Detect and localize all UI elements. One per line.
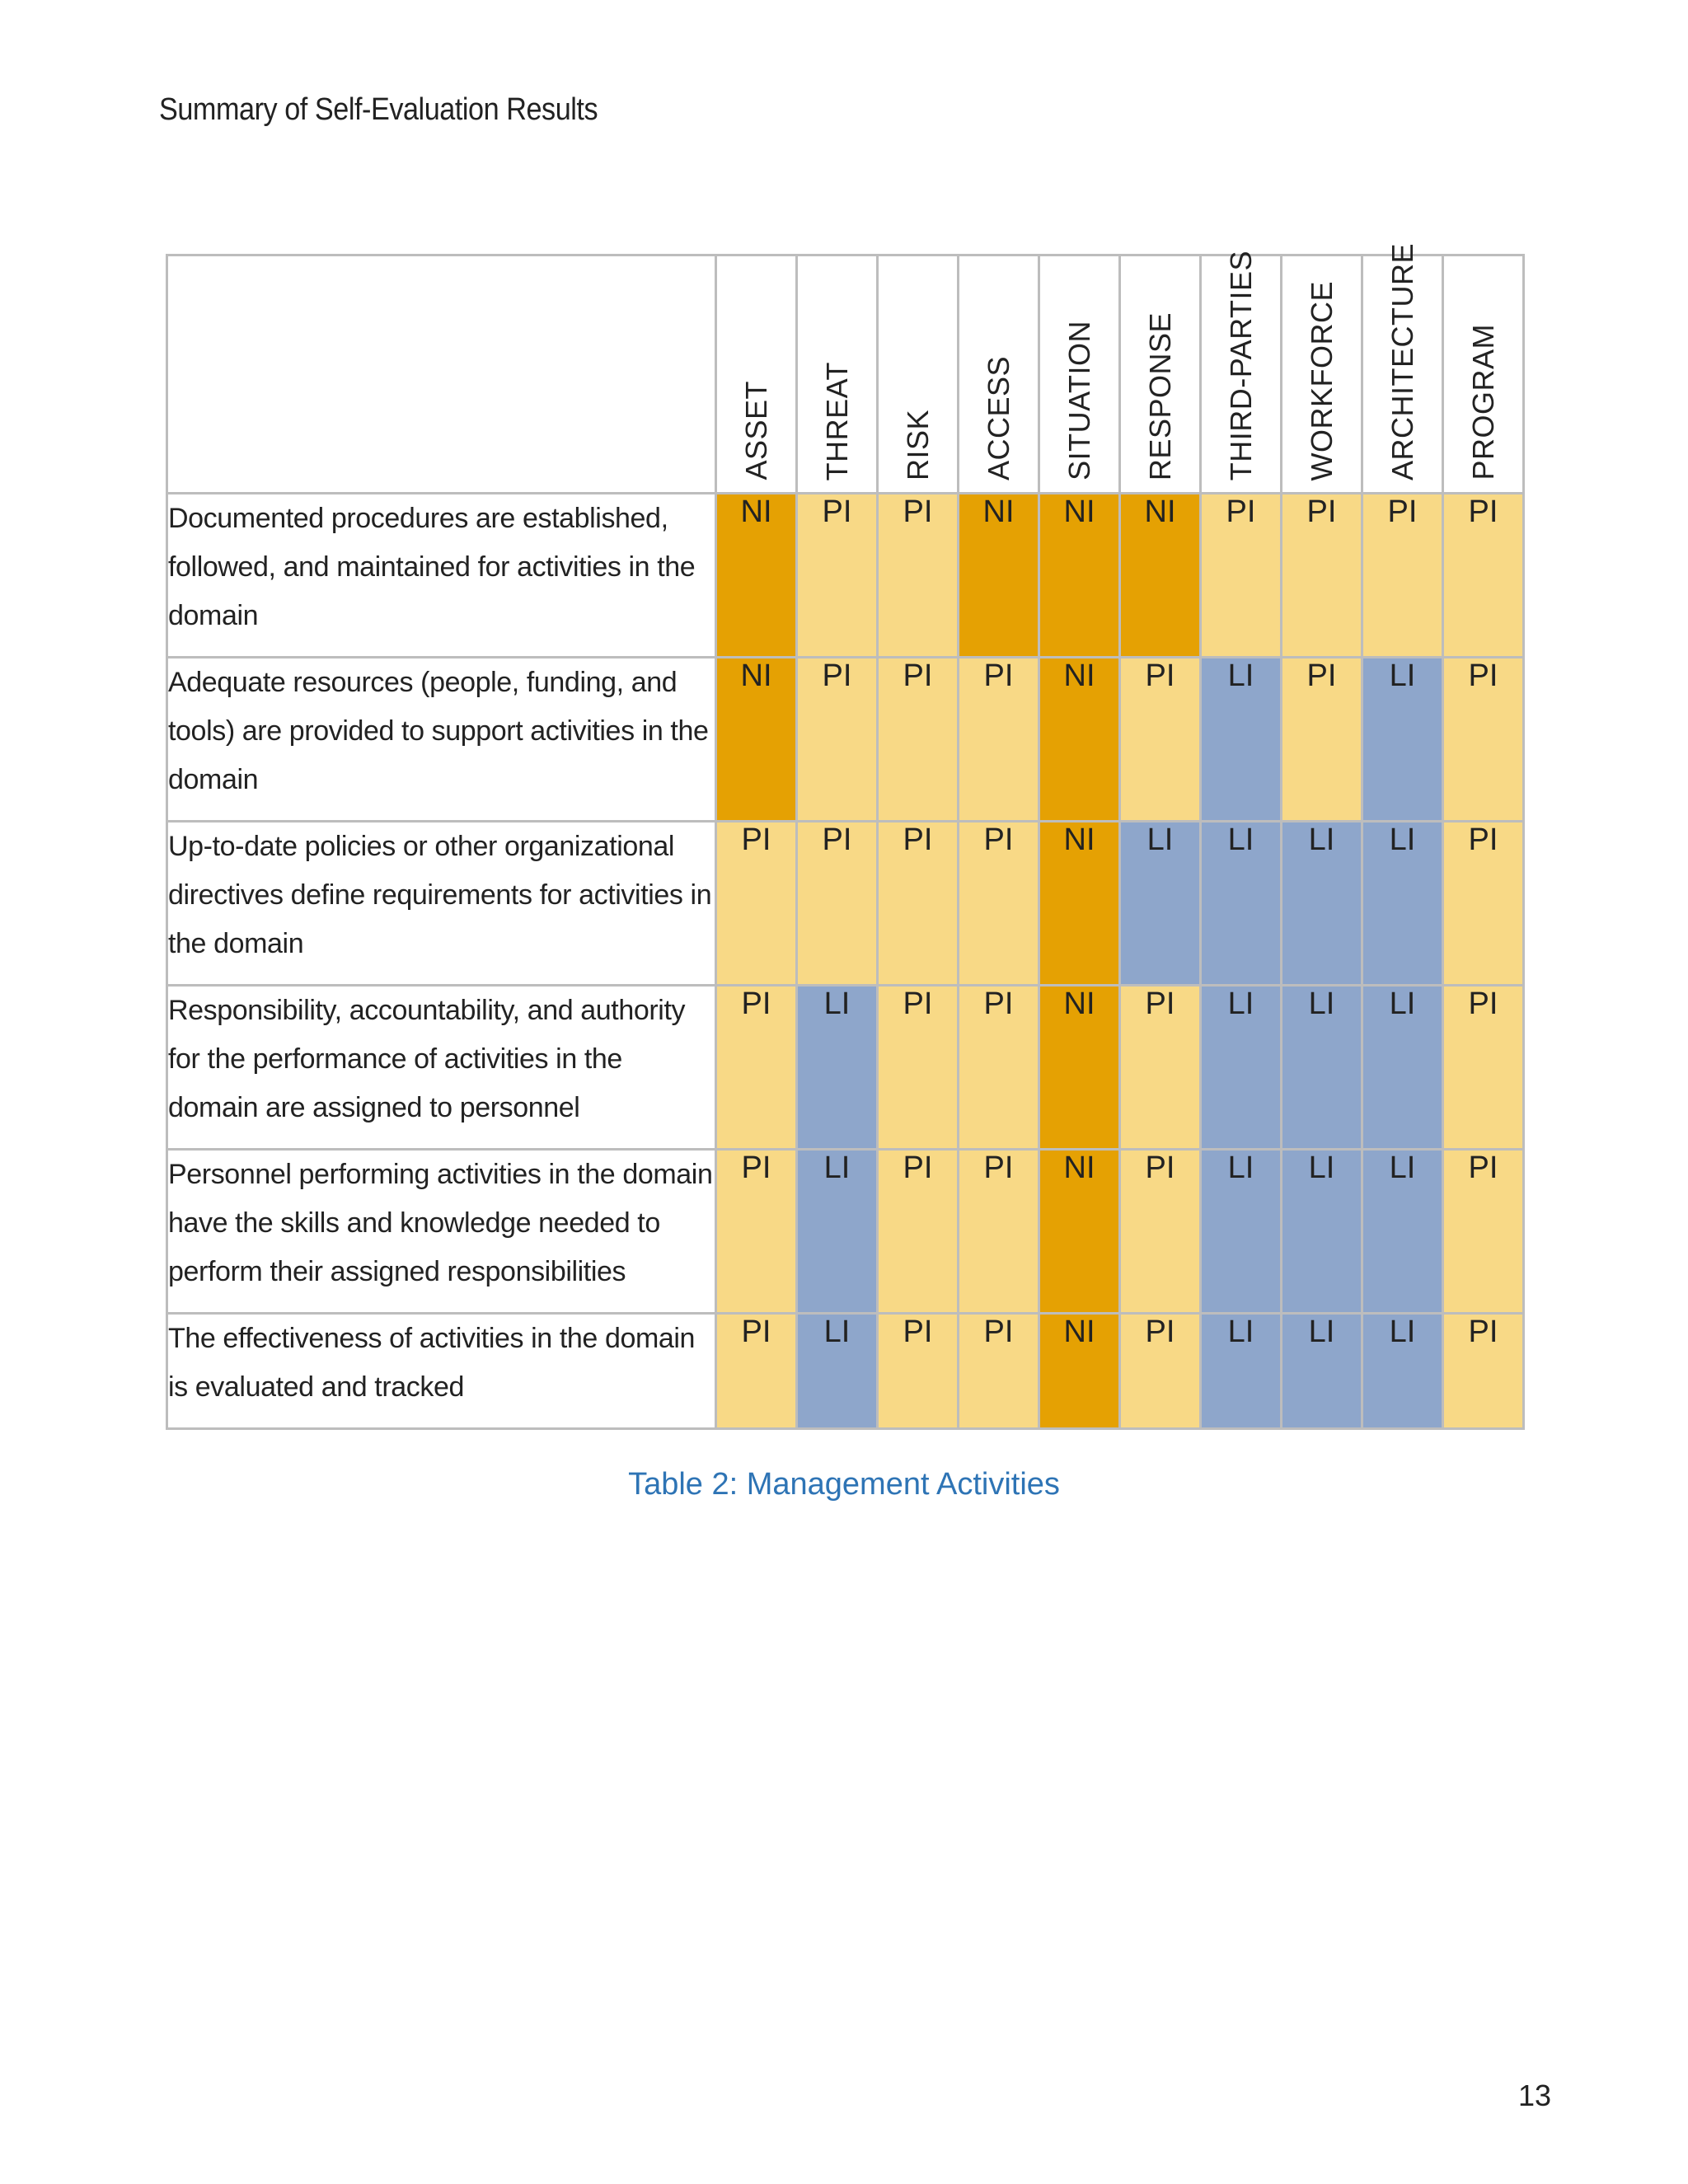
rating-cell: PI	[797, 494, 878, 658]
rating-cell: LI	[797, 1150, 878, 1314]
rating-cell: NI	[716, 494, 797, 658]
column-label-workforce: WORKFORCE	[1304, 280, 1339, 480]
rating-cell: LI	[1201, 1150, 1282, 1314]
column-header-risk	[878, 255, 959, 494]
column-label-threat: THREAT	[819, 361, 854, 480]
column-label-third-parties: THIRD-PARTIES	[1223, 250, 1258, 480]
rating-cell: NI	[1039, 1314, 1120, 1429]
rating-cell: NI	[959, 494, 1039, 658]
rating-cell: NI	[1120, 494, 1201, 658]
rating-cell: PI	[878, 494, 959, 658]
rating-cell: PI	[1120, 1314, 1201, 1429]
rating-cell: PI	[1362, 494, 1443, 658]
rating-cell: PI	[959, 1314, 1039, 1429]
rating-cell: PI	[1120, 986, 1201, 1150]
rating-cell: LI	[1282, 1314, 1362, 1429]
rating-cell: PI	[1443, 986, 1524, 1150]
rating-cell: PI	[1201, 494, 1282, 658]
table-row	[167, 986, 1524, 1150]
column-label-response: RESPONSE	[1142, 312, 1177, 480]
rating-cell: LI	[1201, 658, 1282, 822]
rating-cell: PI	[797, 822, 878, 986]
rating-cell: PI	[716, 822, 797, 986]
column-label-architecture: ARCHITECTURE	[1385, 242, 1419, 480]
column-label-situation: SITUATION	[1062, 321, 1096, 480]
row-label: Up-to-date policies or other organizational directives define requirements for activities in the domain	[167, 822, 716, 986]
row-label: The effectiveness of activities in the domain is evaluated and tracked	[167, 1314, 716, 1429]
rating-cell: NI	[1039, 822, 1120, 986]
column-header-third-parties	[1201, 250, 1282, 494]
rating-cell: LI	[1282, 1150, 1362, 1314]
row-label: Responsibility, accountability, and authority for the performance of activities in the domain are assigned to personnel	[167, 986, 716, 1150]
rating-cell: PI	[1443, 1314, 1524, 1429]
rating-cell: LI	[1201, 1314, 1282, 1429]
table-row	[167, 1150, 1524, 1314]
rating-cell: PI	[1120, 1150, 1201, 1314]
table-row	[167, 822, 1524, 986]
rating-cell: LI	[1362, 658, 1443, 822]
column-header-architecture	[1362, 242, 1443, 494]
rating-cell: LI	[1201, 822, 1282, 986]
rating-cell: PI	[716, 986, 797, 1150]
rating-cell: LI	[1362, 1314, 1443, 1429]
rating-cell: PI	[959, 822, 1039, 986]
rating-cell: NI	[1039, 658, 1120, 822]
rating-cell: PI	[878, 986, 959, 1150]
row-label: Documented procedures are established, followed, and maintained for activities in the domain	[167, 494, 716, 658]
table-row	[167, 494, 1524, 658]
column-header-program	[1443, 255, 1524, 494]
running-header: Summary of Self-Evaluation Results	[159, 92, 598, 127]
rating-cell: LI	[1362, 822, 1443, 986]
column-label-access: ACCESS	[981, 355, 1015, 480]
table-row	[167, 1314, 1524, 1429]
page-number: 13	[1518, 2079, 1552, 2112]
rating-cell: PI	[716, 1150, 797, 1314]
row-label: Personnel performing activities in the domain have the skills and knowledge needed to perform their assigned responsibilities	[167, 1150, 716, 1314]
rating-cell: PI	[1282, 494, 1362, 658]
rating-cell: PI	[797, 658, 878, 822]
rating-cell: PI	[1443, 494, 1524, 658]
rating-cell: LI	[1362, 986, 1443, 1150]
column-header-workforce	[1282, 255, 1362, 494]
rating-cell: PI	[878, 1150, 959, 1314]
table-corner-cell	[167, 255, 716, 494]
rating-cell: PI	[1443, 658, 1524, 822]
table-row	[167, 658, 1524, 822]
rating-cell: NI	[1039, 986, 1120, 1150]
column-header-threat	[797, 255, 878, 494]
rating-cell: LI	[1201, 986, 1282, 1150]
column-header-access	[959, 255, 1039, 494]
rating-cell: PI	[1443, 822, 1524, 986]
column-label-risk: RISK	[900, 409, 935, 480]
column-header-response	[1120, 255, 1201, 494]
rating-cell: PI	[1282, 658, 1362, 822]
rating-cell: PI	[959, 1150, 1039, 1314]
rating-cell: NI	[716, 658, 797, 822]
column-label-program: PROGRAM	[1465, 324, 1500, 480]
rating-cell: LI	[1120, 822, 1201, 986]
rating-cell: PI	[1443, 1150, 1524, 1314]
rating-cell: PI	[878, 822, 959, 986]
column-header-situation	[1039, 255, 1120, 494]
rating-cell: PI	[1120, 658, 1201, 822]
management-activities-table	[166, 242, 1525, 1430]
rating-cell: NI	[1039, 494, 1120, 658]
table-caption: Table 2: Management Activities	[628, 1467, 1060, 1502]
rating-cell: LI	[797, 986, 878, 1150]
rating-cell: PI	[878, 1314, 959, 1429]
column-header-asset	[716, 255, 797, 494]
column-header-row	[167, 255, 1524, 494]
rating-cell: PI	[959, 986, 1039, 1150]
rating-cell: PI	[716, 1314, 797, 1429]
rating-cell: NI	[1039, 1150, 1120, 1314]
rating-cell: PI	[878, 658, 959, 822]
row-label: Adequate resources (people, funding, and tools) are provided to support activities in the domain	[167, 658, 716, 822]
column-label-asset: ASSET	[738, 381, 773, 480]
rating-cell: LI	[797, 1314, 878, 1429]
rating-cell: LI	[1362, 1150, 1443, 1314]
rating-cell: LI	[1282, 986, 1362, 1150]
rating-cell: PI	[959, 658, 1039, 822]
rating-cell: LI	[1282, 822, 1362, 986]
